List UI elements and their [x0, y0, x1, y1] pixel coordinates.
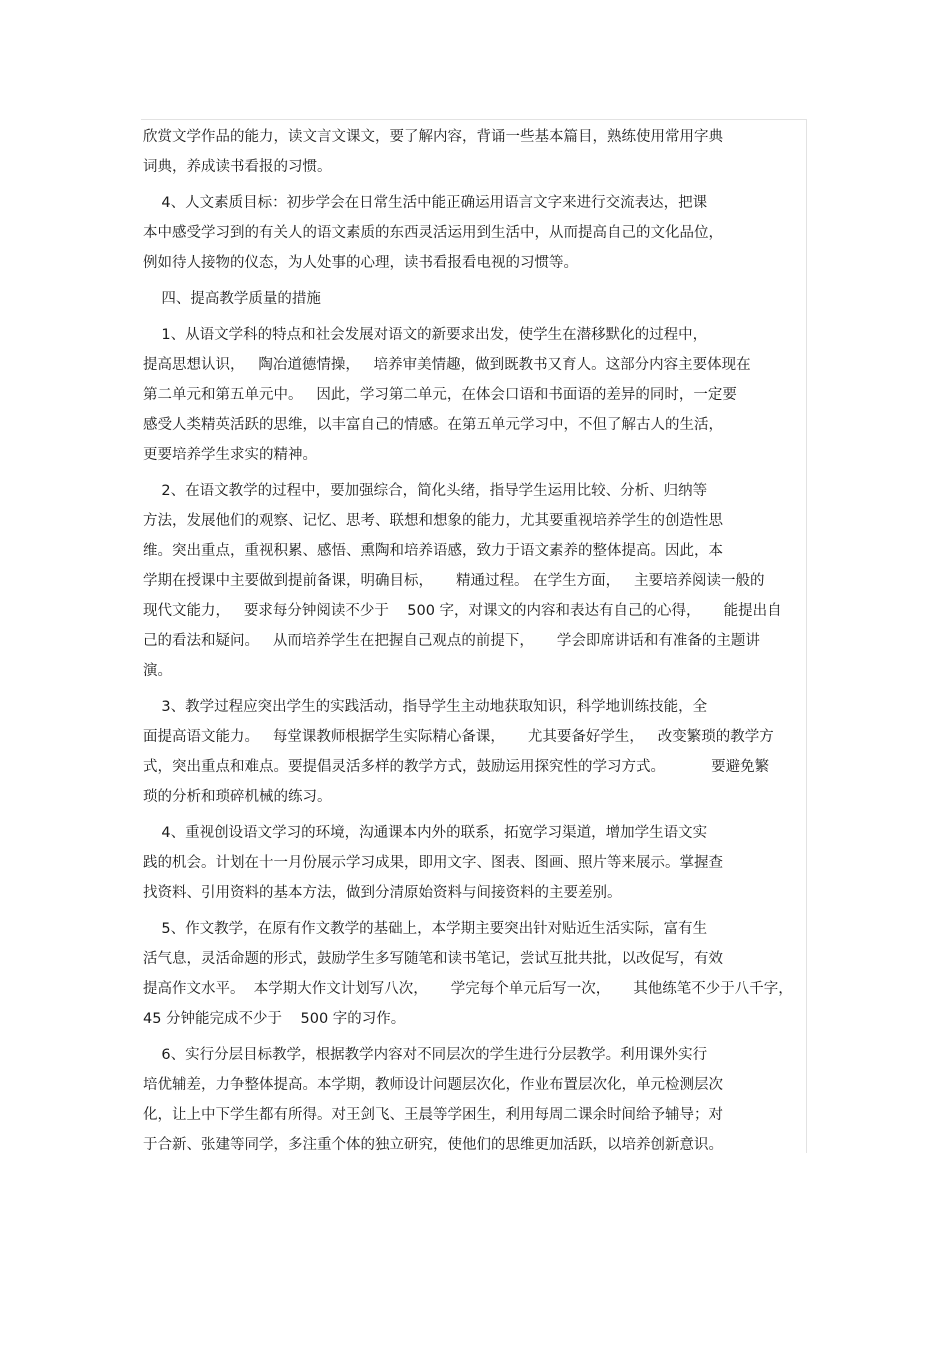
text-line: 方法，发展他们的观察、记忆、思考、联想和想象的能力，尤其要重视培养学生的创造性思	[143, 513, 723, 529]
text-line: 维。突出重点，重视积累、感悟、熏陶和培养语感，致力于语文素养的整体提高。因此，本	[143, 543, 723, 559]
paragraph	[143, 692, 805, 812]
text-line: 四、提高教学质量的措施	[143, 291, 321, 307]
text-line: 琐的分析和琐碎机械的练习。	[143, 789, 332, 805]
text-line: 更要培养学生求实的精神。	[143, 447, 317, 463]
text-line: 己的看法和疑问。 从而培养学生在把握自己观点的前提下， 学会即席讲话和有准备的主题讲	[143, 633, 760, 649]
text-line: 演。	[143, 663, 172, 679]
text-line: 式，突出重点和难点。要提倡灵活多样的教学方式，鼓励运用探究性的学习方式。 要避免繁	[143, 759, 770, 775]
text-line: 词典，养成读书看报的习惯。	[143, 159, 332, 175]
text-line: 1、从语文学科的特点和社会发展对语文的新要求出发，使学生在潜移默化的过程中，	[143, 327, 708, 343]
text-line: 化，让上中下学生都有所得。对王剑飞、王晨等学困生，利用每周二课余时间给予辅导；对	[143, 1107, 723, 1123]
text-line: 于合新、张建等同学，多注重个体的独立研究，使他们的思维更加活跃，以培养创新意识。	[143, 1137, 723, 1153]
text-line: 2、在语文教学的过程中，要加强综合，简化头绪，指导学生运用比较、分析、归纳等	[143, 483, 708, 499]
paragraph	[143, 320, 805, 470]
paragraph	[143, 122, 805, 182]
text-line: 本中感受学习到的有关人的语文素质的东西灵活运用到生活中，从而提高自己的文化品位，	[143, 225, 723, 241]
text-line: 学期在授课中主要做到提前备课，明确目标， 精通过程。 在学生方面， 主要培养阅读一般的	[143, 573, 765, 589]
text-line: 感受人类精英活跃的思维，以丰富自己的情感。在第五单元学习中，不但了解古人的生活，	[143, 417, 723, 433]
text-line: 3、教学过程应突出学生的实践活动，指导学生主动地获取知识，科学地训练技能，全	[143, 699, 708, 715]
paragraph	[143, 476, 805, 686]
text-line: 5、作文教学，在原有作文教学的基础上，本学期主要突出针对贴近生活实际，富有生	[143, 921, 708, 937]
text-line: 提高作文水平。 本学期大作文计划写八次， 学完每个单元后写一次， 其他练笔不少于八千字，	[143, 981, 793, 997]
text-line: 活气息，灵活命题的形式，鼓励学生多写随笔和读书笔记，尝试互批共批，以改促写，有效	[143, 951, 723, 967]
paragraph	[143, 188, 805, 278]
text-line: 践的机会。计划在十一月份展示学习成果，即用文字、图表、图画、照片等来展示。掌握查	[143, 855, 723, 871]
text-line: 现代文能力， 要求每分钟阅读不少于 500 字，对课文的内容和表达有自己的心得， 能提出自	[143, 603, 782, 619]
text-line: 45 分钟能完成不少于 500 字的习作。	[143, 1011, 406, 1027]
paragraph	[143, 818, 805, 908]
document-body	[143, 122, 805, 1160]
text-line: 4、人文素质目标：初步学会在日常生活中能正确运用语言文字来进行交流表达，把课	[143, 195, 708, 211]
text-line: 面提高语文能力。 每堂课教师根据学生实际精心备课， 尤其要备好学生， 改变繁琐的教学方	[143, 729, 774, 745]
text-line: 例如待人接物的仪态，为人处事的心理，读书看报看电视的习惯等。	[143, 255, 578, 271]
text-line: 6、实行分层目标教学，根据教学内容对不同层次的学生进行分层教学。利用课外实行	[143, 1047, 708, 1063]
section-heading	[143, 284, 805, 314]
text-line: 4、重视创设语文学习的环境，沟通课本内外的联系，拓宽学习渠道，增加学生语文实	[143, 825, 708, 841]
paragraph	[143, 914, 805, 1034]
text-line: 培优辅差，力争整体提高。本学期，教师设计问题层次化，作业布置层次化，单元检测层次	[143, 1077, 723, 1093]
paragraph	[143, 1040, 805, 1160]
text-line: 第二单元和第五单元中。 因此，学习第二单元，在体会口语和书面语的差异的同时，一定要	[143, 387, 737, 403]
text-line: 欣赏文学作品的能力，读文言文课文，要了解内容，背诵一些基本篇目，熟练使用常用字典	[143, 129, 723, 145]
text-line: 找资料、引用资料的基本方法，做到分清原始资料与间接资料的主要差别。	[143, 885, 622, 901]
text-line: 提高思想认识， 陶冶道德情操， 培养审美情趣，做到既教书又育人。这部分内容主要体现在	[143, 357, 751, 373]
